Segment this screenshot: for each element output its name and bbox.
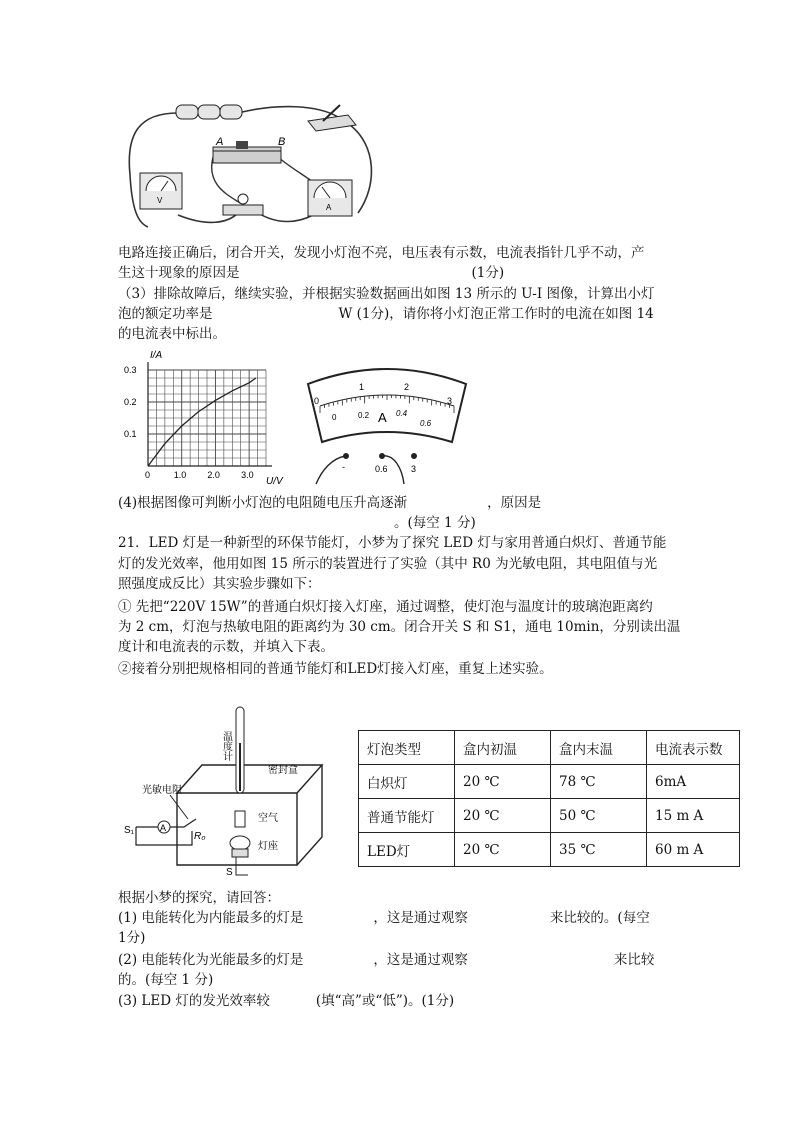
table-row [359,765,740,799]
q20-line-6a: (4)根据图像可判断小灯泡的电阻随电压升高逐渐 [118,495,408,511]
circuit-figure [118,95,380,235]
s1-label: S₁ [124,825,135,836]
lamp-icon [223,194,263,215]
table-cell: 78 ℃ [551,765,647,799]
socket-label: 灯座 [258,841,278,852]
q21-line-2: 灯的发光效率，他用如图 15 所示的装置进行了实验（其中 R0 为光敏电阻，其电阻值与光 [118,556,658,572]
ammeter-face [308,369,466,442]
dial-unit: A [378,410,387,425]
q21-answer-1a: (1) 电能转化为内能最多的灯是 [118,910,304,926]
table-cell: 60 m A [647,833,740,867]
table-cell: 6mA [647,765,740,799]
q20-line-6b: ，原因是 [487,495,542,511]
q21-line-6: 度计和电流表的示数，并填入下表。 [118,639,334,655]
q20-line-2b: (1分) [471,265,505,281]
sensor-pointer [170,795,188,819]
table-cell: LED灯 [359,833,455,867]
sensor-label: 光敏电阻 [142,785,182,796]
table-header-cell: 电流表示数 [647,731,740,765]
terminal-3-label: 3 [411,464,417,474]
dial-top-1: 1 [359,382,365,392]
results-table [358,730,740,867]
q21-answer-2a: (2) 电能转化为光能最多的灯是 [118,952,304,968]
box-label: 密封盒 [268,765,298,776]
q21-answer-1b: ，这是通过观察 [373,910,468,926]
wire-top [238,107,338,117]
voltmeter-symbol: V [157,196,163,205]
q20-line-5: 的电流表中标出。 [118,326,226,342]
q21-answer-3b: (填“高”或“低”)。(1分) [315,993,455,1009]
s-label: S [226,867,233,878]
dial-top-2: 2 [404,382,410,392]
ammeter-photo-icon [308,180,352,216]
q21-answer-1c: 来比较的。(每空 [549,910,650,926]
sealed-box [177,765,322,865]
q21-line-5: 为 2 cm，灯泡与热敏电阻的距离约为 30 cm。闭合开关 S 和 S1，通电 10min，分别读出温 [118,619,681,635]
wire-rheostat [212,157,323,203]
q20-line-2a: 生这十现象的原因是 [118,265,240,281]
air-label: 空气 [258,813,278,824]
voltmeter-icon [140,173,182,209]
q20-line-2 [118,263,504,284]
chart-x-tick-label: 1.0 [173,470,187,480]
table-cell: 20 ℃ [455,833,551,867]
q21-line-1: 21．LED 灯是一种新型的环保节能灯，小梦为了探究 LED 灯与家用普通白炽灯、普通节能 [118,535,667,551]
q21-answer-2-cont: 的。(每空 1 分) [118,972,214,988]
q21-answer-2b: ，这是通过观察 [373,952,468,968]
q20-line-4b: W (1分)，请你将小灯泡正常工作时的电流在如图 14 [338,306,654,322]
q21-answer-2 [118,950,654,971]
chart-xlabel: U/V [266,476,283,487]
table-cell: 50 ℃ [551,799,647,833]
chart-x-tick-label: 2.0 [207,470,220,480]
r0-label: R₀ [194,831,206,842]
table-cell: 20 ℃ [455,799,551,833]
chart-y-tick-label: 0.1 [124,429,137,439]
apparatus-figure [122,703,344,881]
thermometer-icon [235,707,245,827]
chart-ylabel: I/A [150,350,163,361]
chart-y-tick-label: 0.2 [124,397,137,407]
q21-line-3: 照强度成反比）其实验步骤如下： [118,576,321,592]
q20-line-3: （3）排除故障后，继续实验，并根据实验数据画出如图 13 所示的 U-I 图像，计算出小灯 [118,286,655,302]
table-cell: 普通节能灯 [359,799,455,833]
sensor-ammeter-symbol: A [160,823,167,833]
wire-right [350,125,371,213]
table-cell: 35 ℃ [551,833,647,867]
thermometer-label: 温度计 [220,731,232,761]
q21-answer-3 [118,991,454,1012]
dial-top-0: 0 [314,396,320,406]
rheostat-label-a: A [216,136,224,148]
q21-answer-3a: (3) LED 灯的发光效率较 [118,993,270,1009]
table-cell: 15 m A [647,799,740,833]
table-header-cell: 盒内末温 [551,731,647,765]
table-row [359,833,740,867]
chart-series-ui-curve [148,378,256,466]
dial-top-3: 3 [447,396,453,406]
table-cell: 20 ℃ [455,765,551,799]
battery-icon [176,105,242,119]
q20-line-7: 。(每空 1 分) [394,515,476,531]
wire-loop [129,113,178,227]
table-row [359,799,740,833]
table-header-row [359,731,740,765]
terminal-0-6-label: 0.6 [375,464,388,474]
q20-line-6 [118,493,541,514]
q20-line-4 [118,304,654,325]
ammeter-dial-figure [302,360,472,488]
terminal-neg-label: - [342,462,345,472]
lamp-socket-icon [230,836,250,875]
q21-answer-intro: 根据小梦的探究，请回答： [118,890,280,906]
table-header-cell: 盒内初温 [455,731,551,765]
rheostat-label-b: B [278,136,286,148]
chart-x-tick-label: 3.0 [241,470,254,480]
ammeter-photo-symbol: A [326,203,332,212]
table-cell: 白炽灯 [359,765,455,799]
q21-answer-1 [118,908,650,929]
chart-y-tick-label: 0.3 [124,365,137,375]
terminal-3[interactable] [411,453,417,459]
q21-line-7: ②接着分别把规格相同的普通节能灯和LED灯接入灯座，重复上述实验。 [118,661,553,677]
dial-bottom-1: 0.2 [358,411,370,420]
dial-bottom-2: 0.4 [396,409,408,418]
dial-bottom-0: 0 [332,413,337,422]
q21-answer-1-cont: 1分) [118,930,146,946]
q20-line-1: 电路连接正确后，闭合开关，发现小灯泡不亮，电压表有示数，电流表指针几乎不动，产 [118,245,645,261]
table-header-cell: 灯泡类型 [359,731,455,765]
ui-chart [118,348,298,490]
chart-x-tick-label: 0 [145,470,151,480]
dial-bottom-3: 0.6 [420,419,432,428]
rheostat-icon [213,136,285,163]
q20-line-4a: 泡的额定功率是 [118,306,213,322]
q21-answer-2c: 来比较 [613,952,655,968]
q21-line-4: ① 先把“220V 15W”的普通白炽灯接入灯座，通过调整，使灯泡与温度计的玻璃泡距离约 [118,599,653,615]
